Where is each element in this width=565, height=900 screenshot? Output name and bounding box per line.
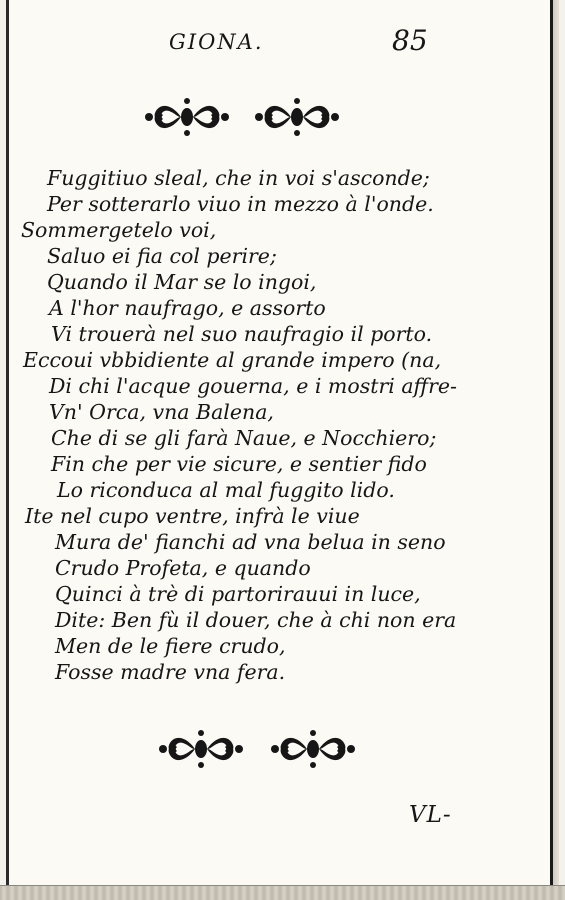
page-number: 85 <box>392 24 428 57</box>
poem-line: Di chi l'acque gouerna, e i mostri affre- <box>49 374 457 398</box>
book-page <box>6 0 553 886</box>
fleuron-icon <box>267 727 359 771</box>
poem-line: Fin che per vie sicure, e sentier fido <box>51 452 427 476</box>
poem-line: Crudo Profeta, e quando <box>55 556 311 580</box>
bottom-ornament-row <box>9 727 553 771</box>
poem-line: Fosse madre vna fera. <box>55 660 286 684</box>
poem-line: Men de le fiere crudo, <box>55 634 286 658</box>
fleuron-icon <box>141 95 233 139</box>
poem-line: Fuggitiuo sleal, che in voi s'asconde; <box>47 166 430 190</box>
poem-line: Eccoui vbbidiente al grande impero (na, <box>23 348 442 372</box>
fleuron-icon <box>251 95 343 139</box>
poem-line: A l'hor naufrago, e assorto <box>49 296 326 320</box>
poem-line: Mura de' fianchi ad vna belua in seno <box>55 530 446 554</box>
poem-line: Per sotterarlo viuo in mezzo à l'onde. <box>47 192 434 216</box>
poem-line: Che di se gli farà Naue, e Nocchiero; <box>51 426 437 450</box>
catchword: VL- <box>409 802 452 828</box>
poem-line: Ite nel cupo ventre, infrà le viue <box>25 504 360 528</box>
running-title: GIONA. <box>169 30 264 54</box>
poem-line: Dite: Ben fù il douer, che à chi non era <box>55 608 457 632</box>
running-head <box>9 24 553 64</box>
poem-line: Quando il Mar se lo ingoi, <box>47 270 317 294</box>
poem-line: Sommergetelo voi, <box>21 218 217 242</box>
poem-line: Vi trouerà nel suo naufragio il porto. <box>51 322 433 346</box>
poem-line: Saluo ei fia col perire; <box>47 244 277 268</box>
fleuron-icon <box>155 727 247 771</box>
page-edge-bottom <box>0 885 565 900</box>
poem-line: Lo riconduca al mal fuggito lido. <box>57 478 395 502</box>
poem-line: Vn' Orca, vna Balena, <box>49 400 274 424</box>
poem-line: Quinci à trè di partorirauui in luce, <box>55 582 421 606</box>
page-edge-right <box>550 0 559 900</box>
top-ornament-row <box>9 95 553 139</box>
